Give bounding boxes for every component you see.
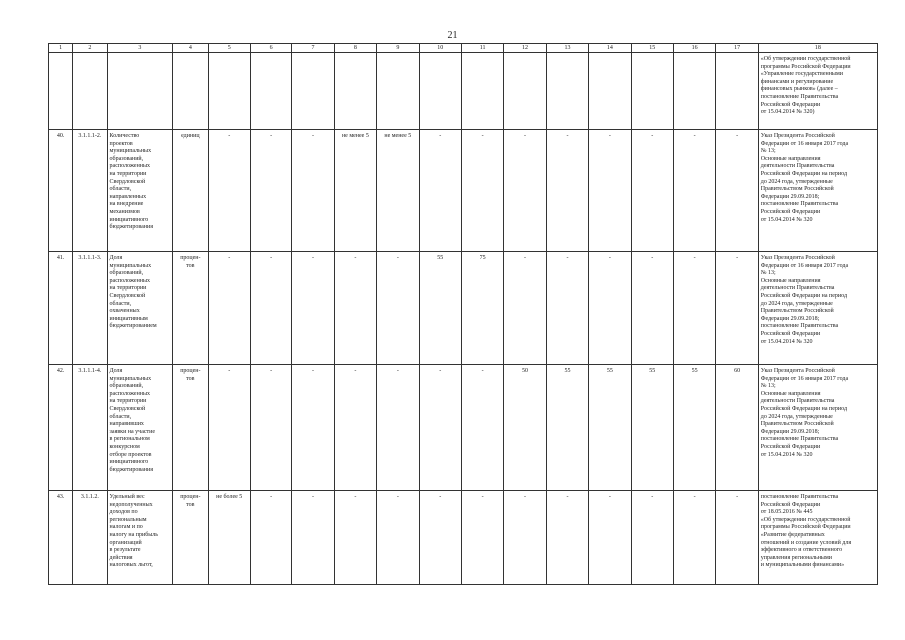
- unit-cell: [173, 365, 208, 491]
- value-cell: -: [419, 365, 461, 491]
- header-cell-14: 14: [589, 44, 631, 53]
- header-cell-8: 8: [334, 44, 376, 53]
- source-cell: [758, 53, 877, 130]
- text-line: Доля: [109, 368, 123, 374]
- text-line: муниципальных: [109, 262, 152, 269]
- text-line: региональным: [109, 516, 147, 523]
- header-cell-4: 4: [173, 44, 208, 53]
- table-row: [49, 365, 878, 491]
- text-line: Правительством Российской: [760, 308, 834, 315]
- empty-cell: [334, 53, 376, 130]
- text-line: Российской Федерации: [760, 501, 821, 508]
- text-line: тов: [186, 375, 195, 382]
- text-line: Свердловской: [109, 292, 146, 299]
- value-cell: -: [631, 130, 673, 252]
- value-cell: 75: [461, 252, 503, 365]
- value-cell: -: [673, 491, 715, 585]
- text-line: до 2024 года, утвержденные: [760, 413, 833, 420]
- row-number-cell: 40.: [49, 130, 73, 252]
- header-cell-17: 17: [716, 44, 758, 53]
- text-line: Российской Федерации: [760, 330, 821, 337]
- empty-cell: [589, 53, 631, 130]
- row-code-cell: 3.1.1.1-3.: [73, 252, 107, 365]
- value-cell: -: [208, 252, 250, 365]
- value-cell: -: [504, 491, 546, 585]
- row-code-cell: 3.1.1.1-2.: [73, 130, 107, 252]
- text-line: Федерации 29.09.2018;: [760, 193, 820, 200]
- text-line: расположенных: [109, 277, 151, 284]
- text-line: Основные направления: [760, 390, 821, 397]
- text-line: «Об утверждении государственной: [760, 516, 851, 523]
- text-line: Российской Федерации на период: [760, 292, 848, 299]
- empty-cell: [250, 53, 291, 130]
- text-line: Доля: [109, 255, 123, 261]
- text-line: бюджетирования: [109, 466, 153, 473]
- text-line: № 13;: [760, 270, 776, 277]
- value-cell: -: [419, 491, 461, 585]
- text-line: инициативного: [109, 216, 149, 223]
- text-line: «Развитие федеративных: [760, 531, 825, 538]
- text-line: от 15.04.2014 № 320): [760, 109, 815, 116]
- empty-cell: [208, 53, 250, 130]
- text-line: постановление Правительства: [760, 201, 839, 208]
- value-cell: -: [589, 130, 631, 252]
- value-cell: 55: [673, 365, 715, 491]
- empty-cell: [173, 53, 208, 130]
- text-line: области,: [109, 300, 132, 307]
- value-cell: -: [589, 252, 631, 365]
- header-cell-7: 7: [292, 44, 334, 53]
- value-cell: -: [250, 252, 291, 365]
- value-cell: -: [504, 130, 546, 252]
- empty-cell: [73, 53, 107, 130]
- indicator-name-cell: [107, 365, 173, 491]
- empty-cell: [546, 53, 588, 130]
- header-row: [49, 44, 878, 53]
- text-line: на территории: [109, 398, 147, 405]
- text-line: в региональном: [109, 436, 150, 443]
- value-cell: -: [250, 130, 291, 252]
- text-line: Правительством Российской: [760, 186, 834, 193]
- value-cell: -: [716, 130, 758, 252]
- text-line: процен-: [180, 494, 201, 500]
- text-line: доходов по: [109, 509, 138, 516]
- indicator-name-cell: [107, 491, 173, 585]
- text-line: Российской Федерации на период: [760, 170, 848, 177]
- text-line: отборе проектов: [109, 451, 152, 458]
- indicator-name-cell: [107, 252, 173, 365]
- text-line: конкурсном: [109, 443, 140, 450]
- unit-cell: [173, 130, 208, 252]
- source-cell: [758, 130, 877, 252]
- row-code-cell: 3.1.1.2.: [73, 491, 107, 585]
- text-line: от 18.05.2016 № 445: [760, 509, 813, 516]
- value-cell: 55: [546, 365, 588, 491]
- text-line: заявки на участие: [109, 428, 156, 435]
- value-cell: -: [292, 130, 334, 252]
- text-line: проектов: [109, 140, 133, 147]
- header-cell-2: 2: [73, 44, 107, 53]
- text-line: образований,: [109, 270, 144, 277]
- text-line: деятельности Правительства: [760, 398, 835, 405]
- text-line: Федерации от 16 января 2017 года: [760, 262, 849, 269]
- source-cell: [758, 365, 877, 491]
- text-line: Федерации от 16 января 2017 года: [760, 375, 849, 382]
- text-line: постановление Правительства: [760, 93, 839, 100]
- text-line: Российской Федерации на период: [760, 405, 848, 412]
- value-cell: -: [461, 491, 503, 585]
- text-line: Российской Федерации: [760, 101, 821, 108]
- value-cell: -: [292, 491, 334, 585]
- empty-cell: [107, 53, 173, 130]
- value-cell: -: [673, 130, 715, 252]
- text-line: образований,: [109, 383, 144, 390]
- text-line: расположенных: [109, 163, 151, 170]
- value-cell: -: [250, 491, 291, 585]
- text-line: Указ Президента Российской: [760, 133, 835, 139]
- value-cell: -: [334, 365, 376, 491]
- text-line: Федерации 29.09.2018;: [760, 428, 820, 435]
- unit-cell: [173, 252, 208, 365]
- text-line: направивших: [109, 421, 144, 428]
- text-line: Российской Федерации: [760, 208, 821, 215]
- value-cell: 55: [419, 252, 461, 365]
- text-line: финансовых рынков» (далее –: [760, 86, 838, 93]
- table-row: [49, 491, 878, 585]
- value-cell: -: [208, 130, 250, 252]
- row-code-cell: 3.1.1.1-4.: [73, 365, 107, 491]
- value-cell: -: [377, 365, 419, 491]
- header-cell-13: 13: [546, 44, 588, 53]
- empty-cell: [419, 53, 461, 130]
- value-cell: не более 5: [208, 491, 250, 585]
- header-cell-1: 1: [49, 44, 73, 53]
- value-cell: -: [292, 252, 334, 365]
- header-cell-9: 9: [377, 44, 419, 53]
- text-line: Правительством Российской: [760, 421, 834, 428]
- text-line: расположенных: [109, 390, 151, 397]
- value-cell: -: [292, 365, 334, 491]
- text-line: от 15.04.2014 № 320: [760, 338, 813, 345]
- value-cell: -: [208, 365, 250, 491]
- text-line: Свердловской: [109, 178, 146, 185]
- text-line: Федерации 29.09.2018;: [760, 315, 820, 322]
- header-cell-18: 18: [758, 44, 877, 53]
- value-cell: -: [631, 252, 673, 365]
- value-cell: 50: [504, 365, 546, 491]
- text-line: инициативным: [109, 315, 148, 322]
- header-cell-15: 15: [631, 44, 673, 53]
- text-line: процен-: [180, 255, 201, 261]
- text-line: Российской Федерации: [760, 443, 821, 450]
- row-number-cell: 42.: [49, 365, 73, 491]
- empty-cell: [504, 53, 546, 130]
- text-line: налоговых льгот,: [109, 562, 153, 569]
- text-line: отношений и создание условий для: [760, 539, 852, 546]
- source-cell: [758, 252, 877, 365]
- text-line: муниципальных: [109, 148, 152, 155]
- table-body: [49, 44, 878, 585]
- value-cell: 55: [589, 365, 631, 491]
- text-line: до 2024 года, утвержденные: [760, 178, 833, 185]
- value-cell: -: [716, 252, 758, 365]
- text-line: налогу на прибыль: [109, 531, 159, 538]
- text-line: управления региональными: [760, 554, 832, 561]
- value-cell: не менее 5: [377, 130, 419, 252]
- empty-cell: [461, 53, 503, 130]
- text-line: № 13;: [760, 148, 776, 155]
- unit-cell: [173, 491, 208, 585]
- text-line: бюджетирования: [109, 224, 153, 231]
- text-line: «Об утверждении государственной: [760, 56, 851, 62]
- header-cell-5: 5: [208, 44, 250, 53]
- text-line: на территории: [109, 170, 147, 177]
- value-cell: -: [419, 130, 461, 252]
- text-line: Удельный вес: [109, 494, 145, 500]
- text-line: постановление Правительства: [760, 323, 839, 330]
- value-cell: -: [631, 491, 673, 585]
- value-cell: -: [334, 491, 376, 585]
- text-line: на внедрение: [109, 201, 144, 208]
- text-line: процен-: [180, 368, 201, 374]
- text-line: в результате: [109, 547, 141, 554]
- text-line: эффективного и ответственного: [760, 547, 843, 554]
- value-cell: 55: [631, 365, 673, 491]
- text-line: Основные направления: [760, 277, 821, 284]
- text-line: постановление Правительства: [760, 494, 839, 500]
- empty-cell: [716, 53, 758, 130]
- text-line: налогам и по: [109, 524, 143, 531]
- header-cell-10: 10: [419, 44, 461, 53]
- text-line: области,: [109, 186, 132, 193]
- value-cell: не менее 5: [334, 130, 376, 252]
- text-line: Количество: [109, 133, 140, 139]
- value-cell: -: [589, 491, 631, 585]
- text-line: № 13;: [760, 383, 776, 390]
- text-line: образований,: [109, 155, 144, 162]
- value-cell: -: [504, 252, 546, 365]
- text-line: программы Российской Федерации: [760, 63, 851, 70]
- text-line: программы Российской Федерации: [760, 524, 851, 531]
- text-line: единиц: [181, 133, 200, 139]
- text-line: инициативного: [109, 459, 149, 466]
- text-line: постановление Правительства: [760, 436, 839, 443]
- header-cell-3: 3: [107, 44, 173, 53]
- text-line: до 2024 года, утвержденные: [760, 300, 833, 307]
- value-cell: -: [334, 252, 376, 365]
- header-cell-16: 16: [673, 44, 715, 53]
- text-line: организаций: [109, 539, 142, 546]
- text-line: Свердловской: [109, 405, 146, 412]
- text-line: недополученных: [109, 501, 153, 508]
- value-cell: -: [461, 130, 503, 252]
- table-row: [49, 130, 878, 252]
- text-line: бюджетированием: [109, 323, 157, 330]
- text-line: от 15.04.2014 № 320: [760, 451, 813, 458]
- value-cell: -: [250, 365, 291, 491]
- text-line: Федерации от 16 января 2017 года: [760, 140, 849, 147]
- value-cell: -: [716, 491, 758, 585]
- empty-cell: [631, 53, 673, 130]
- text-line: направленных: [109, 193, 147, 200]
- text-line: Указ Президента Российской: [760, 255, 835, 261]
- text-line: от 15.04.2014 № 320: [760, 216, 813, 223]
- header-cell-12: 12: [504, 44, 546, 53]
- text-line: на территории: [109, 285, 147, 292]
- text-line: финансами и регулирование: [760, 78, 834, 85]
- value-cell: -: [461, 365, 503, 491]
- text-line: Основные направления: [760, 155, 821, 162]
- text-line: охваченных: [109, 308, 140, 315]
- value-cell: -: [546, 130, 588, 252]
- header-cell-11: 11: [461, 44, 503, 53]
- empty-cell: [673, 53, 715, 130]
- text-line: действия: [109, 554, 133, 561]
- text-line: и муниципальными финансами»: [760, 562, 845, 569]
- text-line: тов: [186, 262, 195, 269]
- text-line: механизмов: [109, 208, 140, 215]
- value-cell: 60: [716, 365, 758, 491]
- value-cell: -: [377, 491, 419, 585]
- text-line: тов: [186, 501, 195, 508]
- empty-cell: [292, 53, 334, 130]
- value-cell: -: [673, 252, 715, 365]
- text-line: области,: [109, 413, 132, 420]
- text-line: муниципальных: [109, 375, 152, 382]
- indicator-name-cell: [107, 130, 173, 252]
- row-number-cell: 43.: [49, 491, 73, 585]
- empty-cell: [377, 53, 419, 130]
- text-line: «Управление государственными: [760, 71, 843, 78]
- value-cell: -: [377, 252, 419, 365]
- source-cell: [758, 491, 877, 585]
- text-line: деятельности Правительства: [760, 163, 835, 170]
- value-cell: -: [546, 491, 588, 585]
- empty-cell: [49, 53, 73, 130]
- text-line: Указ Президента Российской: [760, 368, 835, 374]
- indicators-table: [48, 43, 878, 585]
- header-cell-6: 6: [250, 44, 291, 53]
- table-row: [49, 252, 878, 365]
- text-line: деятельности Правительства: [760, 285, 835, 292]
- value-cell: -: [546, 252, 588, 365]
- row-number-cell: 41.: [49, 252, 73, 365]
- continuation-row: [49, 53, 878, 130]
- page-number: 21: [447, 30, 458, 41]
